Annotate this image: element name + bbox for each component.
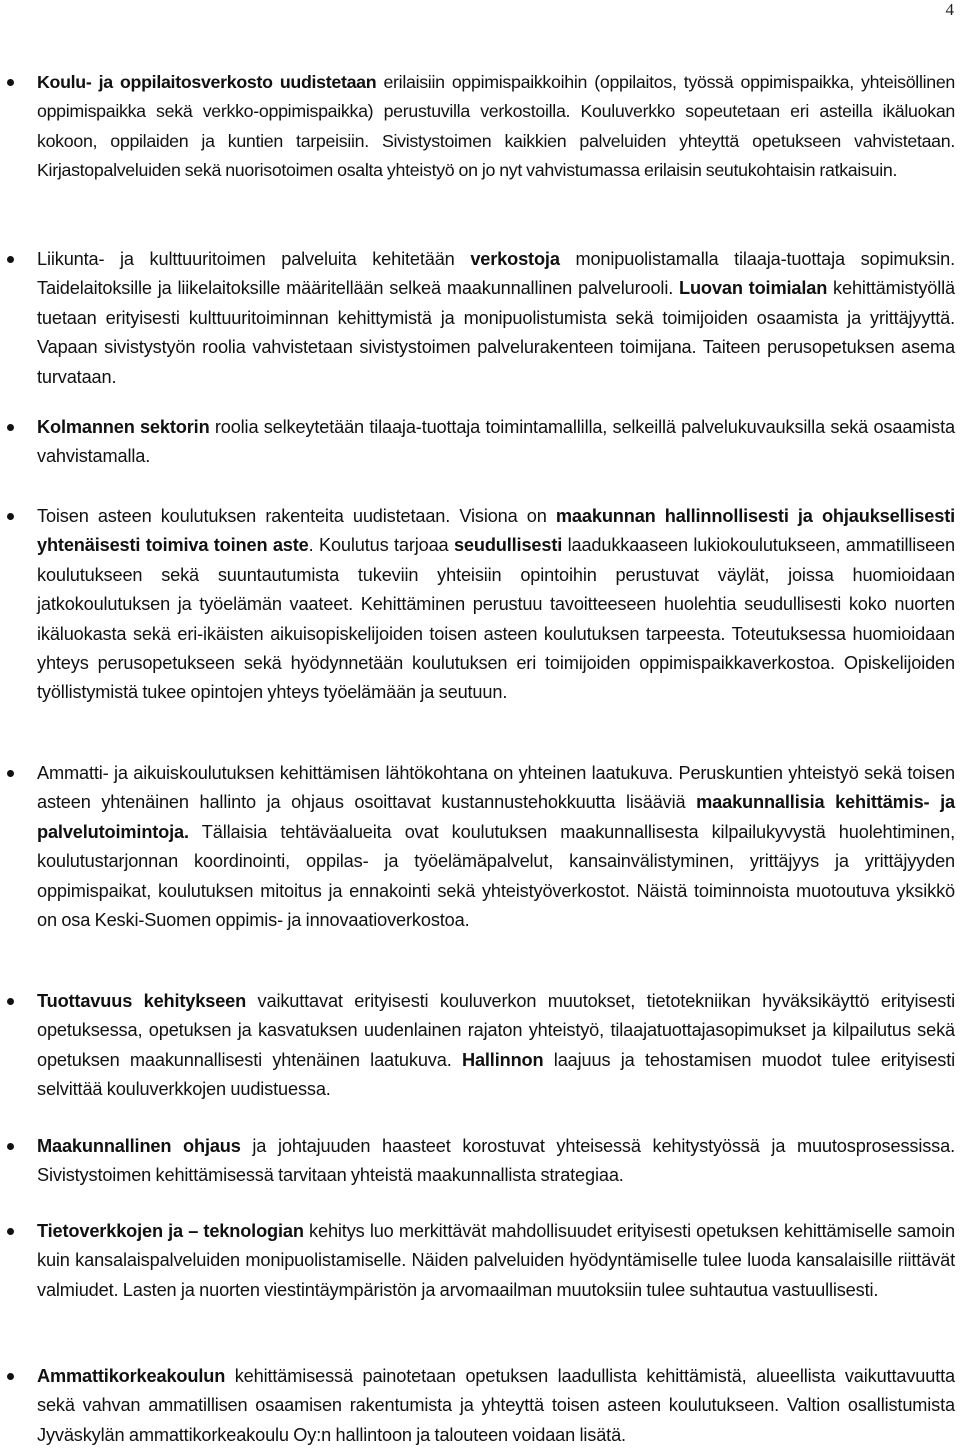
bold-phrase: verkostoja xyxy=(470,249,560,269)
text-run: laajuus ja tehostamisen muodot tulee erityisesti selvittää kouluverkkojen uudistuessa. xyxy=(37,1049,955,1100)
bullet-icon xyxy=(7,1143,14,1150)
bold-phrase: Tuottavuus kehitykseen xyxy=(37,991,247,1011)
bullet-icon xyxy=(7,256,14,263)
bold-phrase: Kolmannen sektorin xyxy=(37,417,210,437)
text-run: monipuolistamalla tilaaja-tuottaja sopimuksin. Taidelaitoksille ja liikelaitoksille määritellään selkeä maakunnallinen palvelurooli. xyxy=(37,249,955,299)
bold-phrase: Tietoverkkojen ja – teknologian xyxy=(37,1221,304,1241)
paragraph xyxy=(37,502,955,708)
bold-phrase: maakunnan hallinnollisesti ja ohjauksellisesti yhtenäisesti toimiva toinen aste xyxy=(37,506,956,556)
text-run: Liikunta- ja kulttuuritoimen palveluita kehitetään xyxy=(37,249,471,269)
text-run: . Koulutus tarjoaa xyxy=(308,535,454,556)
bullet-icon xyxy=(7,513,14,520)
bold-phrase: Maakunnallinen ohjaus xyxy=(37,1136,241,1156)
bold-phrase: Hallinnon xyxy=(461,1049,544,1070)
bold-phrase: maakunnallisia kehittämis- ja palvelutoimintoja. xyxy=(37,792,955,842)
text-run: erilaisiin oppimispaikkoihin (oppilaitos, työssä oppimispaikka, yhteisöllinen oppimispaikka sekä verkko-oppimispaikka) perustuvilla verkostoilla. Kouluverkko sopeutetaan eri asteilla ikäluokan kokoon, oppilaiden ja kuntien tarpeisiin. Sivistystoimen kaikkien palveluiden yhteyttä opetukseen vahvistetaan. Kirjastopalveluiden sekä nuorisotoimen osalta yhteistyö on jo nyt vahvistumassa erilaisin seutukohtaisin ratkaisuin. xyxy=(37,72,956,181)
text-run: vaikuttavat erityisesti kouluverkon muutokset, tietotekniikan hyväksikäyttö erityisesti opetuksessa, opetuksen ja kasvatuksen uudenlainen rajaton yhteistyö, tilaajatuottajasopimukset ja kilpailutus sekä opetuksen maakunnallisesti yhtenäinen laatukuva. xyxy=(37,991,955,1070)
bold-phrase: Ammattikorkeakoulun xyxy=(37,1366,226,1386)
page-number: 4 xyxy=(945,0,954,19)
paragraph xyxy=(37,1132,955,1191)
paragraph xyxy=(37,987,955,1105)
paragraph xyxy=(37,1217,955,1305)
paragraph xyxy=(37,759,955,935)
bullet-icon xyxy=(7,770,14,777)
text-run: Tällaisia tehtäväalueita ovat koulutuksen maakunnallisesta kilpailukyvystä huolehtiminen, koulutustarjonnan koordinointi, oppilas- ja työelämäpalvelut, kansainvälistyminen, yrittäjyys ja yrittäjyyden oppimispaikat, koulutuksen mitoitus ja ennakointi sekä yhteistyöverkostot. Näistä toiminnoista muotoutuva yksikkö on osa Keski-Suomen oppimis- ja innovaatioverkostoa. xyxy=(37,821,955,931)
text-run: ja johtajuuden haasteet korostuvat yhteisessä kehitystyössä ja muutosprosessissa. Sivistystoimen kehittämisessä tarvitaan yhteistä maakunnallista strategiaa. xyxy=(37,1136,955,1186)
paragraph xyxy=(37,1362,955,1450)
paragraph xyxy=(37,413,955,472)
text-run: kehitys luo merkittävät mahdollisuudet erityisesti opetuksen kehittämiselle samoin kuin kansalaispalveluiden monipuolistamiselle. Näiden palveluiden hyödyntämiselle tulee luoda kansalaisille riittävät valmiudet. Lasten ja nuorten viestintäympäristön ja arvomaailman muutoksiin tulee suhtautua vastuullisesti. xyxy=(37,1221,955,1300)
text-run: Ammatti- ja aikuiskoulutuksen kehittämisen lähtökohtana on yhteinen laatukuva. Peruskuntien yhteistyö sekä toisen asteen yhtenäinen hallinto ja ohjaus osoittavat kustannustehokkuutta lisääviä xyxy=(37,763,955,813)
text-run: kehittämistyöllä tuetaan erityisesti kulttuuritoiminnan kehittymistä ja monipuolistumista sekä toimijoiden osaamista ja yrittäjyyttä. Vapaan sivistystyön roolia vahvistetaan sivistystoimen palvelurakenteen toimijana. Taiteen perusopetuksen asema turvataan. xyxy=(37,278,955,387)
paragraph xyxy=(37,245,955,392)
text-run: Toisen asteen koulutuksen rakenteita uudistetaan. Visiona on xyxy=(37,506,556,526)
text-run: laadukkaaseen lukiokoulutukseen, ammatilliseen koulutukseen sekä suuntautumista tukeviin yhteisiin opintoihin perustuvat väylät, joissa huomioidaan jatkokoulutuksen ja työelämän vaateet. Kehittäminen perustuu tavoitteeseen huolehtia seudullisesti koko nuorten ikäluokasta sekä eri-ikäisten aikuisopiskelijoiden toisen asteen koulutuksen tarpeesta. Toteutuksessa huomioidaan yhteys perusopetukseen sekä hyödynnetään koulutuksen eri toimijoiden oppimispaikkaverkostoa. Opiskelijoiden työllistymistä tukee opintojen yhteys työelämään ja seutuun. xyxy=(37,535,955,703)
bullet-icon xyxy=(7,79,14,86)
bold-phrase: seudullisesti xyxy=(453,535,563,556)
text-run: kehittämisessä painotetaan opetuksen laadullista kehittämistä, alueellista vaikuttavuutta sekä vahvan ammatillisen osaamisen rakentumista ja yhteyttä toisen asteen koulutukseen. Valtion osallistumista Jyväskylän ammattikorkeakoulu Oy:n hallintoon ja talouteen voidaan lisätä. xyxy=(37,1366,955,1445)
bullet-icon xyxy=(7,1228,14,1235)
bullet-icon xyxy=(7,1373,14,1380)
text-run: roolia selkeytetään tilaaja-tuottaja toimintamallilla, selkeillä palvelukuvauksilla sekä osaamista vahvistamalla. xyxy=(37,417,955,467)
bullet-icon xyxy=(7,998,14,1005)
bullet-icon xyxy=(7,424,14,431)
bold-phrase: Luovan toimialan xyxy=(679,278,828,299)
bold-phrase: Koulu- ja oppilaitosverkosto uudistetaan xyxy=(37,72,377,92)
paragraph xyxy=(37,68,955,186)
